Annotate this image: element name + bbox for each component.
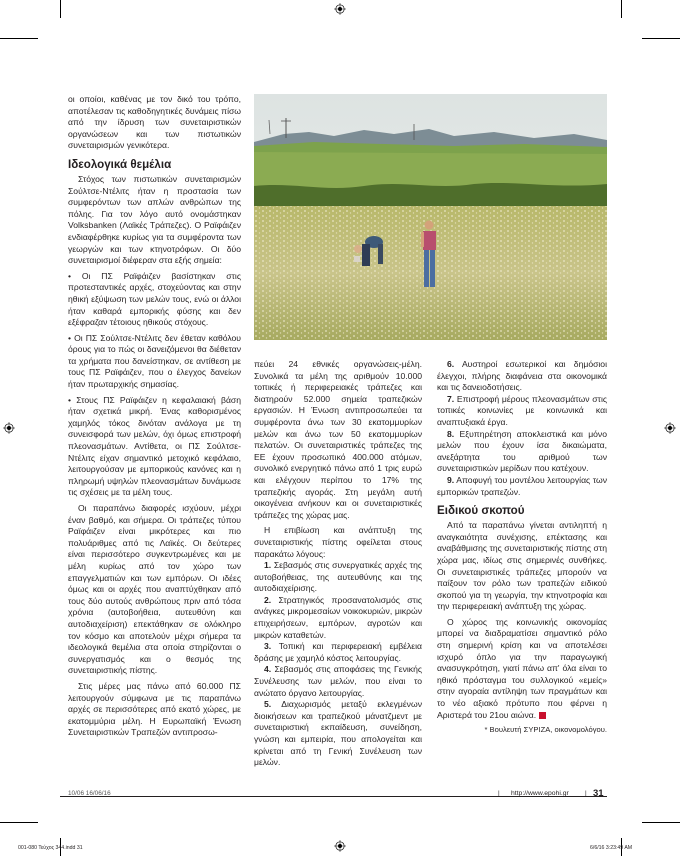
page-number: 31 bbox=[593, 788, 604, 799]
list-item: 3. Τοπική και περιφερειακή εμβέλεια δράσης με χαμηλό κόστος λειτουργίας. bbox=[254, 641, 423, 663]
column-3 bbox=[437, 359, 607, 736]
list-item: 5. Διαχωρισμός μεταξύ εκλεγμένων διοικήσεων και τραπεζικού μάνατζμεντ με συνεταιριστική εκπαίδευση, συνείδηση, γνώση και εμπειρία, που απολογείται και κρίνεται από τη Γενική Συνέλευση των μελών. bbox=[254, 699, 422, 768]
paragraph: Η επιβίωση και ανάπτυξη της συνεταιριστικής πίστης οφείλεται στους παρακάτω λόγους: bbox=[254, 525, 422, 559]
intro-paragraph: οι οποίοι, καθένας με τον δικό του τρόπο, αποτέλεσαν τις καθοδηγητικές δυνάμεις πίσω από την ίδρυση των συνεταιριστικών οργανώσεων και των πιστωτικών συνεταιρισμών γενικότερα. bbox=[68, 94, 241, 151]
end-mark-icon bbox=[539, 712, 546, 719]
field-photo bbox=[254, 94, 607, 340]
column-1 bbox=[68, 94, 241, 739]
author-byline: * Βουλευτή ΣΥΡΙΖΑ, οικονομολόγου. bbox=[484, 725, 607, 735]
paragraph: Στις μέρες μας πάνω από 60.000 ΠΣ λειτουργούν σύμφωνα με τις παραπάνω αρχές σε περισσότερες από εκατό χώρες, με εκατομμύρια μέλη. Η Ευρωπαϊκή Ένωση Συνεταιριστικών Τραπεζών αντιπροσω- bbox=[68, 680, 241, 738]
paragraph: Οι παραπάνω διαφορές ισχύουν, μέχρι έναν βαθμό, και σήμερα. Οι τράπεζες τύπου Ραϊφάιζεν είναι μικρότερες και πιο πολυάριθμες από τις Λαϊκές. Οι δεύτερες είναι περισσότερο συγκεντρωμένες και με μέλη κυρίως από τον χώρο των επαγγελματιών και των εμπόρων. Οι ιδέες όμως και οι αρχές που αναπτύχθηκαν από τους δύο αυτούς ανθρώπους πριν από τόσα χρόνια (αυτοβοήθεια, αυτευθύνη και αυτοδιαχείριση) επεκτάθηκαν σε ολόκληρο τον κόσμο και αποτελούν μέχρι σήμερα τα ιδεολογικά θεμέλια στα οποία στηρίζονται ο συνεργατισμός και ο θεσμός της συνεταιριστικής πίστης. bbox=[68, 503, 241, 676]
paragraph: Στόχος των πιστωτικών συνεταιρισμών Σούλτσε-Ντέλιτς ήταν η προστασία των συμφερόντων των απλών ανθρώπων της πόλης. Για τον λόγο αυτό ονομάστηκαν Volksbanken (Λαϊκές Τράπεζες). Ο Ραϊφάιζεν ενδιαφέρθηκε κυρίως για τα συμφέροντα των γεωργών και των κτηνοτρόφων. Οι δύο συνεταιρισμοί διέφεραν στα εξής σημεία: bbox=[68, 173, 241, 266]
registration-mark-icon bbox=[3, 422, 15, 434]
bullet-item: • Οι ΠΣ Σούλτσε-Ντέλιτς δεν έθεταν καθόλου όρους για το πώς οι δανειζόμενοι θα διέθεταν τα χρήματα που δανείστηκαν, σε αντίθεση με τους ΠΣ Ραϊφάιζεν, που ο έλεγχος δανείων ήταν πρωταρχικής σημασίας. bbox=[68, 332, 241, 390]
slug-timestamp: 6/6/16 3:23:49 AM bbox=[590, 845, 633, 851]
footer-sep-left: | bbox=[498, 790, 500, 797]
list-item: 4. Σεβασμός στις αποφάσεις της Γενικής Συνέλευσης των μελών, που είναι το ανώτατο όργανο λειτουργίας. bbox=[254, 664, 423, 698]
list-item: 6. Αυστηροί εσωτερικοί και δημόσιοι έλεγχοι, πλήρης διαφάνεια στα οικονομικά και τις δανειοδοτήσεις. bbox=[437, 359, 607, 393]
registration-mark-icon bbox=[334, 840, 346, 852]
list-item: 2. Στρατηγικός προσανατολισμός στις ανάγκες μικρομεσαίων νοικοκυριών, μικρών επιχειρήσεων, εμπόρων, αγροτών και μικρών καταθετών. bbox=[254, 594, 422, 640]
list-item: 9. Αποφυγή του μοντέλου λειτουργίας των εμπορικών τραπεζών. bbox=[437, 474, 607, 497]
registration-mark-icon bbox=[334, 3, 346, 15]
footer-date: 10/06 16/06/16 bbox=[68, 790, 111, 797]
bullet-item: • Στους ΠΣ Ραϊφάιζεν η κεφαλαιακή βάση ήταν σχετικά μικρή. Ένας καθορισμένος χαμηλός τόκος δινόταν ανάλογα με τη συνεισφορά των μελών, όχι όμως επιστροφή πλεονασμάτων. Αντίθετα, οι ΠΣ Σούλτσε-Ντέλιτς είχαν σημαντικό μετοχικό κεφάλαιο, λειτουργούσαν με εμπορικούς κανόνες και η πληρωμή υψηλών πλεονασμάτων δυνάμωσε τις σχέσεις με τα μέλη τους. bbox=[68, 394, 241, 498]
column-2 bbox=[254, 359, 422, 769]
footer-sep-right: | bbox=[585, 790, 587, 797]
bullet-item: • Οι ΠΣ Ραϊφάιζεν βασίστηκαν στις προτεσταντικές αρχές, στοχεύοντας και στην ηθική εξύψωση των μελών τους, ενώ οι άλλοι ήταν καθαρά εμπορικής φύσης και δεν εξέφραζαν τέτοιους ηθικούς στόχους. bbox=[68, 270, 241, 328]
list-item: 8. Εξυπηρέτηση αποκλειστικά και μόνο μελών που έχουν ίσα δικαιώματα, ανεξάρτητα του αριθμού των συνεταιριστικών μερίδων που κατέχουν. bbox=[437, 428, 608, 474]
section-heading-special-purpose: Ειδικού σκοπού bbox=[437, 504, 525, 518]
field-photo-icon bbox=[254, 94, 607, 340]
paragraph: πεύει 24 εθνικές οργανώσεις-μέλη. Συνολικά τα μέλη της αριθμούν 10.000 τοπικές ή περιφερειακές τράπεζες και διατηρούν 52.000 σημεία τραπεζικών εργασιών. Η Ένωση αντιπροσωπεύει τα συμφέροντα άνω των 30 εκατομμυρίων μελών και άνω των 50 εκατομμυρίων πελατών. Οι συνεταιριστικές τράπεζες της ΕΕ έχουν προσωπικό 400.000 ατόμων, συνολικό ενεργητικό πάνω από 1 τρις ευρώ και ελέγχουν περίπου το 17% της τραπεζικής αγοράς. Στη μεγάλη αυτή οικογένεια ανήκουν και οι συνεταιριστικές τράπεζες της χώρας μας. bbox=[254, 359, 422, 520]
paragraph: Ο χώρος της κοινωνικής οικονομίας μπορεί να διαδραματίσει σημαντικό ρόλο στη σημερινή κρίση και να αποτελέσει ισχυρό όπλο για την παραγωγική ανασυγκρότηση, γιατί πάνω απ' όλα είναι το ηθικό πρόσταγμα του συλλογικού «εμείς» στην αγοραία αντίληψη των πραγμάτων και το νέο αξιακό πρότυπο που φέρνει η Αριστερά του 21ου αιώνα. bbox=[437, 616, 607, 720]
section-heading-ideological: Ιδεολογικά θεμέλια bbox=[68, 157, 172, 171]
list-item: 1. Σεβασμός στις συνεργατικές αρχές της αυτοβοήθειας, της αυτευθύνης και της αυτοδιαχείρισης. bbox=[254, 560, 423, 594]
registration-mark-icon bbox=[664, 422, 676, 434]
list-item: 7. Επιστροφή μέρους πλεονασμάτων στις τοπικές κοινωνίες με κοινωνικά και αναπτυξιακά έργα. bbox=[437, 393, 608, 427]
slug-filename: 001-080 Τεύχος 344.indd 31 bbox=[18, 845, 83, 851]
footer-url[interactable]: http://www.epohi.gr bbox=[511, 790, 569, 797]
paragraph: Από τα παραπάνω γίνεται αντιληπτή η αναγκαιότητα συνέχισης, επέκτασης και αναβάθμισης της συνεταιριστικής πίστης στη χώρα μας, ιδίως στις σημερινές συνθήκες. Οι συνεταιριστικές τράπεζες μπορούν να παίξουν τον ρόλο των τραπεζών ειδικού σκοπού για τη γεωργία, την κτηνοτροφία και την περιφερειακή ανάπτυξη της χώρας. bbox=[437, 520, 607, 612]
